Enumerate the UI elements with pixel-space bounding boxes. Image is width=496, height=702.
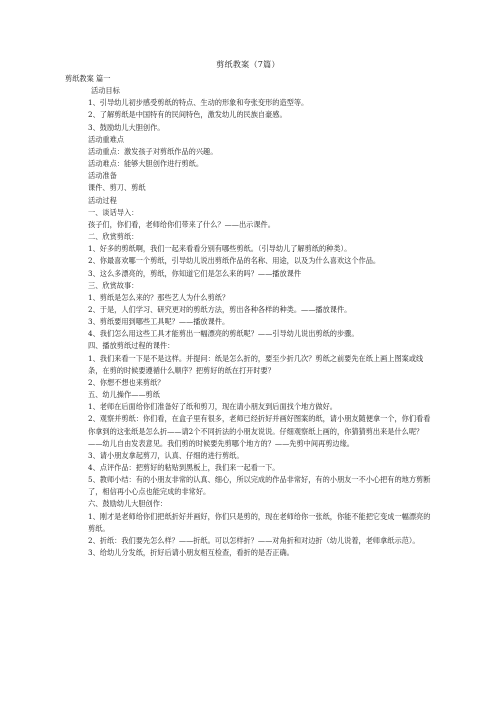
paragraph-line: 3、请小朋友拿起剪刀，认真、仔细的进行剪纸。 bbox=[88, 450, 244, 460]
document-title: 剪纸教案（7篇） bbox=[216, 60, 280, 69]
paragraph-line: 1、老师在后面给你们准备好了纸和剪刀，现在请小朋友到后面找个地方做好。 bbox=[88, 402, 337, 412]
paragraph-line: 活动目标 bbox=[91, 86, 120, 96]
paragraph-line: 2、了解剪纸是中国特有的民间特色，激发幼儿的民族自豪感。 bbox=[88, 110, 287, 120]
paragraph-line: 3、剪纸要用到哪些工具呢？——播放课件。 bbox=[88, 317, 230, 327]
paragraph-line: 2、于是，人们学习、研究更对的剪纸方法，剪出各种各样的种类。——播放课件。 bbox=[88, 304, 352, 314]
paragraph-line: 活动重点：激发孩子对剪纸作品的兴趣。 bbox=[88, 146, 218, 156]
paragraph-line: 1、剪纸是怎么来的？那些艺人为什么剪纸？ bbox=[88, 292, 230, 302]
paragraph-line: 4、我们怎么用这些工具才能剪出一幅漂亮的剪纸呢？——引导幼儿说出剪纸的步骤。 bbox=[88, 329, 359, 339]
paragraph-line: 三、欣赏故事： bbox=[88, 280, 139, 290]
paragraph-line: 四、播放剪纸过程的课件： bbox=[88, 341, 175, 351]
paragraph-line: 活动重难点 bbox=[88, 134, 124, 144]
paragraph-line: 一、谈话导入： bbox=[88, 207, 139, 217]
paragraph-line: 2、折纸：我们要先怎么样？——折纸。可以怎样折？——对角折和对边折（幼儿说着，老师拿纸示范）。 bbox=[88, 535, 420, 545]
paragraph-line: 2、你想不想也来剪纸？ bbox=[88, 377, 165, 387]
paragraph-line: 4、点评作品：把剪好的粘贴到黑板上，我们来一起看一下。 bbox=[88, 463, 280, 472]
paragraph-line: 1、好多的剪纸啊，我们一起来看看分别有哪些剪纸。（引导幼儿了解剪纸的种类）。 bbox=[88, 244, 352, 254]
paragraph-line: 3、鼓励幼儿大胆创作。 bbox=[88, 122, 165, 132]
paragraph-line: 剪纸教案 篇一 bbox=[65, 74, 111, 83]
paragraph-line: 5、教师小结：有的小朋友非常的认真、细心，所以完成的作品非常好，有的小朋友一不小心把有的地方剪断了，相信再小心点也能完成的非常好。 bbox=[88, 475, 431, 497]
paragraph-line: 孩子们，你们看，老师给你们带来了什么？——出示课件。 bbox=[88, 219, 275, 229]
paragraph-line: 活动难点：能够大胆创作进行剪纸。 bbox=[88, 159, 204, 169]
paragraph-line: 活动准备 bbox=[88, 171, 117, 181]
paragraph-line: 课件、剪刀、剪纸 bbox=[88, 183, 146, 193]
paragraph-line: 3、这么多漂亮的，剪纸，你知道它们是怎么来的吗？——播放课件 bbox=[88, 268, 302, 278]
paragraph-line: 1、引导幼儿初步感受剪纸的特点、生动的形象和夸张变形的造型等。 bbox=[88, 98, 309, 108]
paragraph-line: 1、我们来看一下是不是这样。并提问：纸是怎么折的，要至少折几次？剪纸之前要先在纸上画上图案或线条，在剪的时候要遵循什么顺序？把剪好的纸在打开时要？ bbox=[88, 353, 424, 375]
paragraph-line: 1、刚才是老师给你们把纸折好并画好，你们只是剪的，现在老师给你一张纸，你能不能把它变成一幅漂亮的剪纸。 bbox=[88, 511, 431, 533]
paragraph-line: 六、鼓励幼儿大胆创作： bbox=[88, 499, 168, 509]
paragraph-line: 3、给幼儿分发纸，折好后请小朋友相互检查，看折的是否正确。 bbox=[88, 548, 294, 558]
document-body bbox=[65, 73, 437, 559]
paragraph-line: 活动过程 bbox=[88, 195, 117, 205]
paragraph-line: 五、幼儿操作——剪纸 bbox=[88, 390, 160, 400]
paragraph-line: 二、欣赏剪纸： bbox=[88, 232, 139, 242]
paragraph-line: 2、你最喜欢哪一个剪纸，引导幼儿说出剪纸作品的名称、用途，以及为什么喜欢这个作品。 bbox=[88, 256, 381, 266]
paragraph-line: 2、观察并剪纸：你们看，在盒子里有很多，老师已经折好并画好图案的纸，请小朋友随便拿一个，你们看看你拿到的这张纸是怎么折——请2个不同折法的小朋友说说。仔细观察纸上画的，你猜猜剪出来是什么呢？——幼儿自由发表意见。我们剪的时候要先剪哪个地方的？——先剪中间再剪边缘。 bbox=[88, 414, 431, 448]
